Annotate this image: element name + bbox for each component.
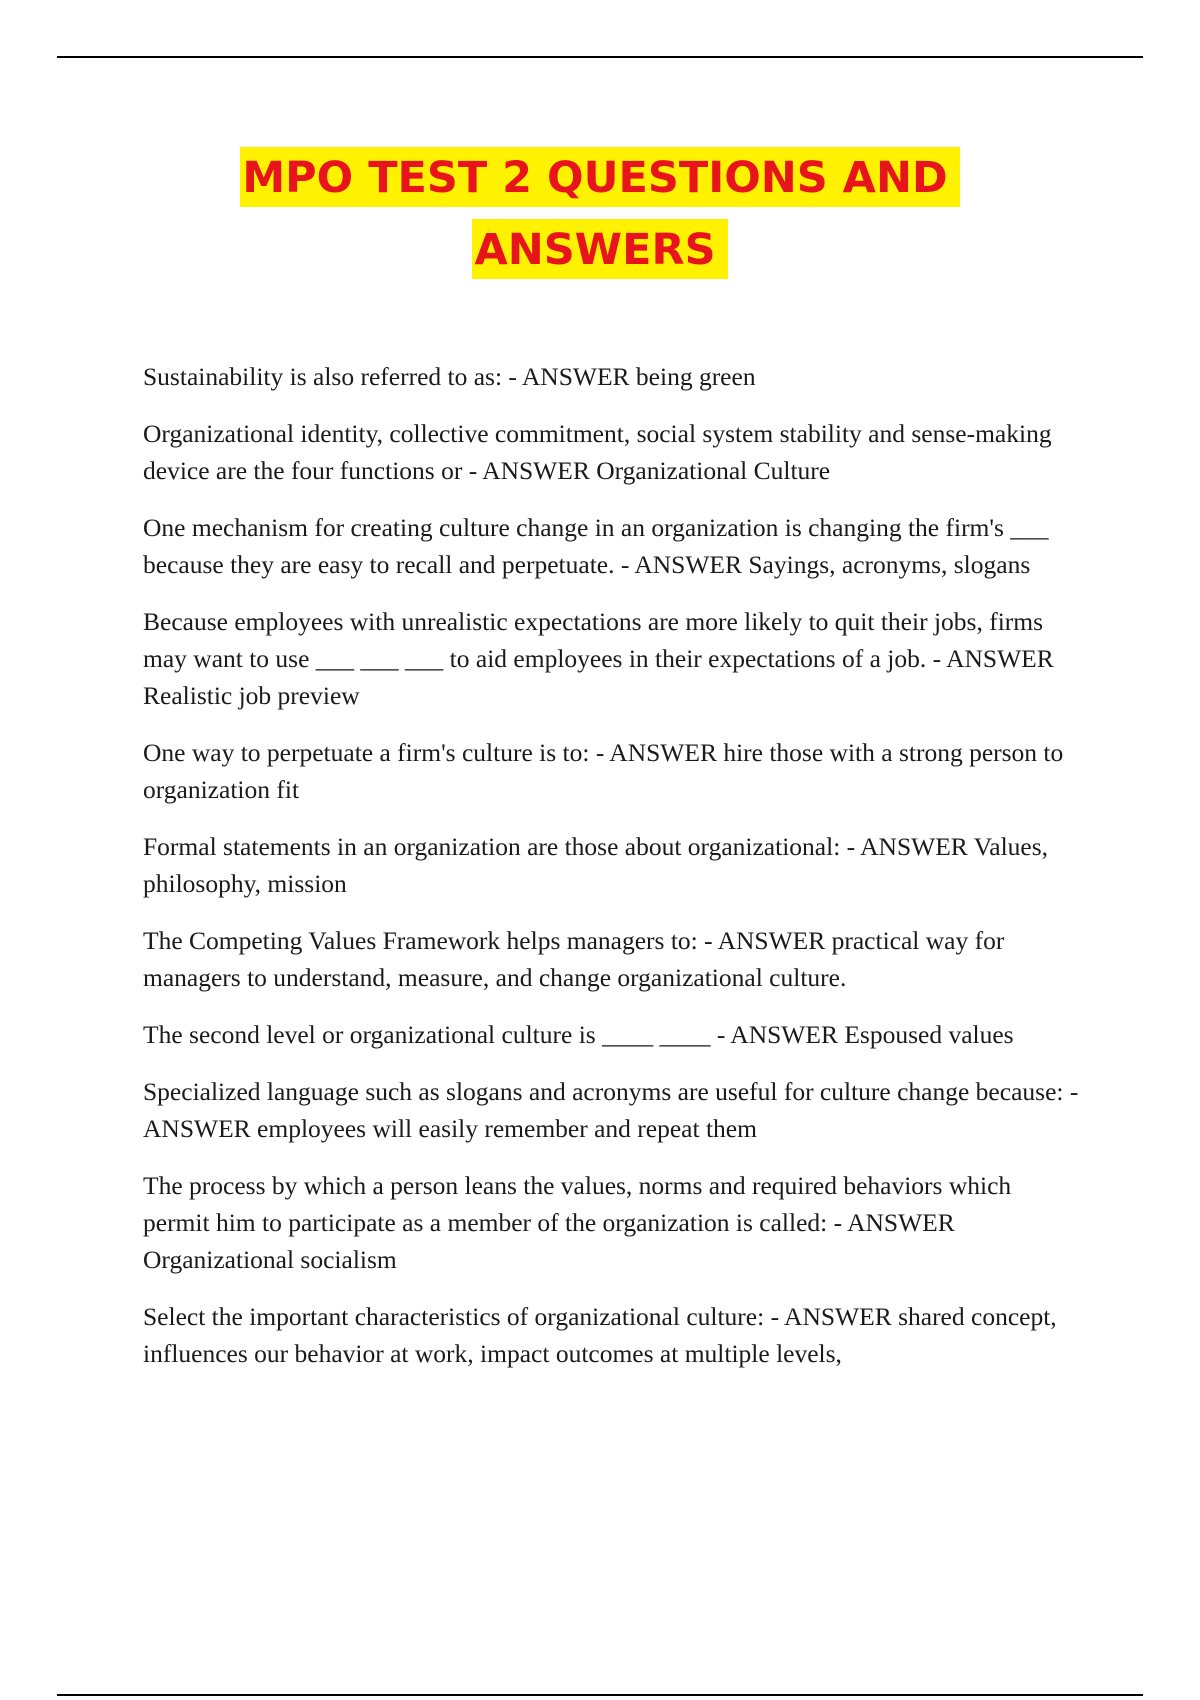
qa-item-6: Formal statements in an organization are those about organizational: - ANSWER Values, philosophy, mission [143,832,1049,898]
qa-item-2: Organizational identity, collective commitment, social system stability and sense-making device are the four functions or - ANSWER Organizational Culture [143,419,1052,485]
top-rule [57,56,1143,58]
qa-item-7: The Competing Values Framework helps managers to: - ANSWER practical way for managers to understand, measure, and change organizational culture. [143,926,1005,992]
bottom-rule [57,1694,1143,1696]
document-title [0,142,1200,286]
qa-list [143,358,1083,1392]
title-line-2-text: ANSWERS [472,219,727,279]
qa-item-5: One way to perpetuate a firm's culture is to: - ANSWER hire those with a strong person to organization fit [143,738,1064,804]
title-line-2 [0,214,1200,286]
qa-item-11: Select the important characteristics of organizational culture: - ANSWER shared concept, influences our behavior at work, impact outcomes at multiple levels, [143,1302,1057,1368]
qa-item-4: Because employees with unrealistic expectations are more likely to quit their jobs, firms may want to use ___ ___ ___ to aid employees in their expectations of a job. - ANSWER Realistic job preview [143,607,1054,710]
qa-item-1: Sustainability is also referred to as: - ANSWER being green [143,362,756,391]
qa-item-8: The second level or organizational culture is ____ ____ - ANSWER Espoused values [143,1020,1014,1049]
title-line-1 [0,142,1200,214]
qa-item-9: Specialized language such as slogans and acronyms are useful for culture change because: - ANSWER employees will easily remember and repeat them [143,1077,1079,1143]
qa-item-10: The process by which a person leans the values, norms and required behaviors which permit him to participate as a member of the organization is called: - ANSWER Organizational socialism [143,1171,1012,1274]
title-line-1-text: MPO TEST 2 QUESTIONS AND [240,147,959,207]
qa-item-3: One mechanism for creating culture change in an organization is changing the firm's ___ because they are easy to recall and perpetuate. - ANSWER Sayings, acronyms, slogans [143,513,1049,579]
